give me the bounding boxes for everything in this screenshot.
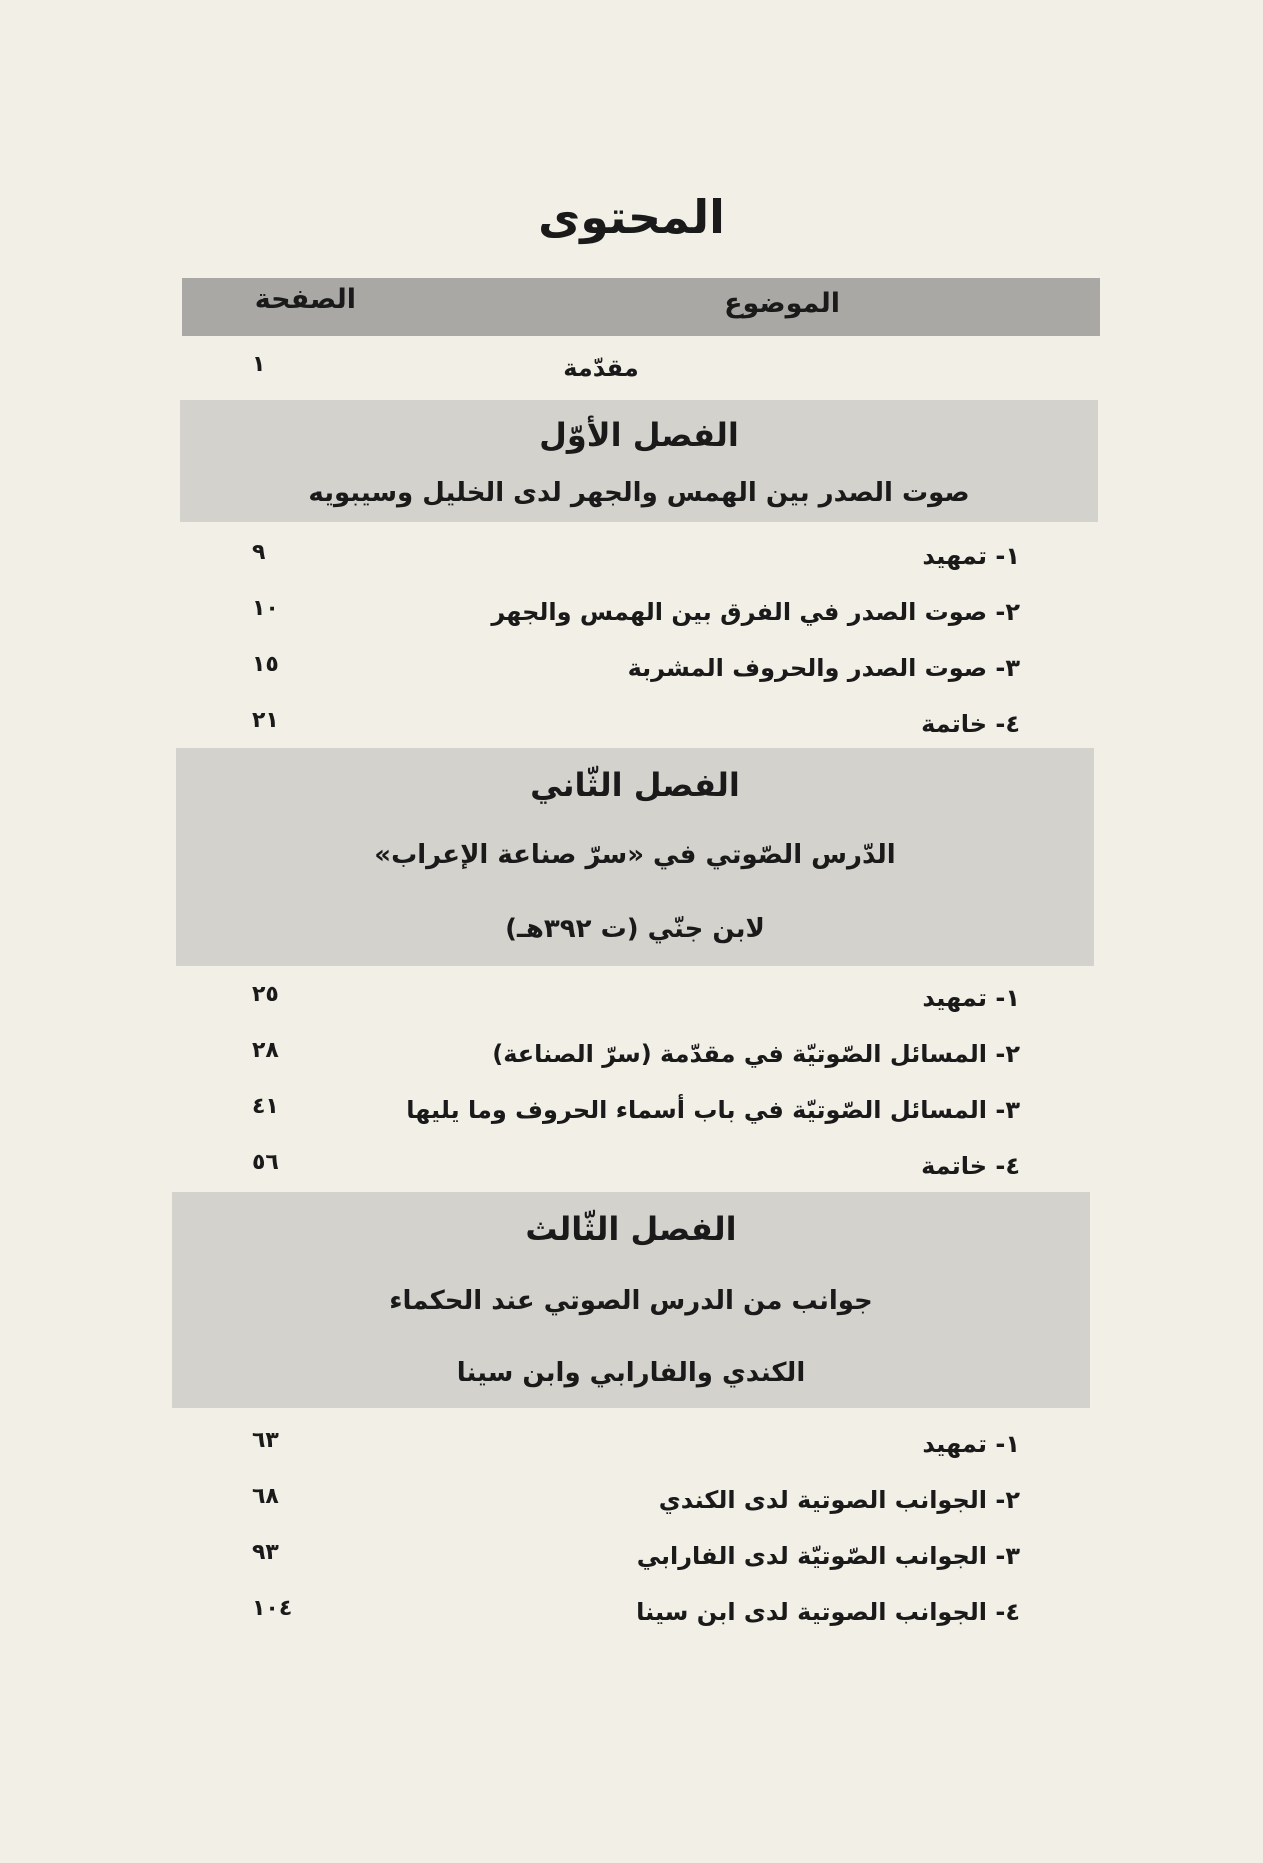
toc-row xyxy=(182,1090,1100,1134)
toc-entry-page: ٢١ xyxy=(252,708,279,733)
toc-row xyxy=(182,1592,1100,1636)
toc-entry-page: ٦٣ xyxy=(252,1428,279,1453)
toc-row xyxy=(182,978,1100,1022)
toc-entry-label: ٢- الجوانب الصوتية لدى الكندي xyxy=(658,1486,1020,1514)
toc-entry-label: ٢- المسائل الصّوتيّة في مقدّمة (سرّ الصناعة) xyxy=(492,1040,1020,1068)
toc-entry-label: ١- تمهيد xyxy=(922,1430,1020,1458)
chapter-1-banner xyxy=(180,400,1098,522)
toc-entry-label: ١- تمهيد xyxy=(922,542,1020,570)
chapter-subtitle: جوانب من الدرس الصوتي عند الحكماء xyxy=(389,1286,873,1316)
toc-entry-label: ٤- خاتمة xyxy=(921,710,1020,738)
toc-entry-page: ٩ xyxy=(252,540,266,565)
toc-row xyxy=(182,1424,1100,1468)
toc-entry-page: ٩٣ xyxy=(252,1540,279,1565)
table-header xyxy=(182,278,1100,336)
toc-row xyxy=(182,704,1100,748)
toc-row xyxy=(182,536,1100,580)
toc-entry-label: ٣- صوت الصدر والحروف المشربة xyxy=(627,654,1020,682)
toc-entry-label: ٤- خاتمة xyxy=(921,1152,1020,1180)
toc-entry-label: ٤- الجوانب الصوتية لدى ابن سينا xyxy=(636,1598,1020,1626)
topic-column-header: الموضوع xyxy=(724,288,840,319)
chapter-subtitle: الدّرس الصّوتي في «سرّ صناعة الإعراب» xyxy=(374,840,896,870)
toc-entry-page: ٢٥ xyxy=(252,982,279,1007)
toc-entry-page: ٥٦ xyxy=(252,1150,279,1175)
toc-entry-label: مقدّمة xyxy=(563,354,639,382)
toc-entry-page: ٤١ xyxy=(252,1094,279,1119)
toc-row xyxy=(182,648,1100,692)
toc-entry-page: ١٠٤ xyxy=(252,1596,293,1621)
toc-entry-page: ٦٨ xyxy=(252,1484,279,1509)
chapter-subtitle: لابن جنّي (ت ٣٩٢هـ) xyxy=(505,914,765,944)
chapter-subtitle: صوت الصدر بين الهمس والجهر لدى الخليل وسيبويه xyxy=(308,478,970,508)
toc-entry-label: ٣- الجوانب الصّوتيّة لدى الفارابي xyxy=(636,1542,1020,1570)
chapter-title: الفصل الثّاني xyxy=(530,766,740,804)
toc-entry-page: ١ xyxy=(252,352,266,377)
chapter-title: الفصل الأوّل xyxy=(539,416,739,454)
toc-entry-label: ٢- صوت الصدر في الفرق بين الهمس والجهر xyxy=(491,598,1020,626)
toc-row xyxy=(182,592,1100,636)
toc-row xyxy=(182,1146,1100,1190)
toc-entry-label: ١- تمهيد xyxy=(922,984,1020,1012)
toc-entry-page: ٢٨ xyxy=(252,1038,279,1063)
toc-entry-page: ١٠ xyxy=(252,596,279,621)
page-title: المحتوى xyxy=(538,190,725,244)
toc-row xyxy=(182,1536,1100,1580)
chapter-3-banner xyxy=(172,1192,1090,1408)
toc-row xyxy=(182,1480,1100,1524)
toc-row-intro xyxy=(182,348,1100,392)
toc-row xyxy=(182,1034,1100,1078)
chapter-subtitle: الكندي والفارابي وابن سينا xyxy=(456,1358,806,1388)
chapter-title: الفصل الثّالث xyxy=(525,1210,737,1248)
page-column-header: الصفحة xyxy=(254,284,356,315)
toc-entry-label: ٣- المسائل الصّوتيّة في باب أسماء الحروف وما يليها xyxy=(406,1096,1020,1124)
chapter-2-banner xyxy=(176,748,1094,966)
toc-entry-page: ١٥ xyxy=(252,652,279,677)
